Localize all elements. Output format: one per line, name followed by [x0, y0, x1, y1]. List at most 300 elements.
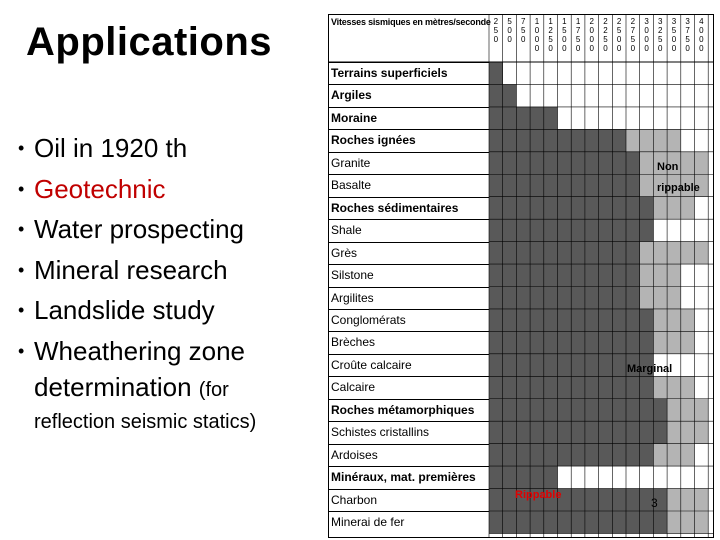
grid-cell: [558, 421, 572, 443]
grid-cell: [612, 152, 626, 174]
grid-cell: [544, 219, 558, 241]
row-label: Brèches: [331, 335, 376, 350]
grid-cell: [571, 129, 585, 151]
grid-cell: [544, 399, 558, 421]
row-label: Minerai de fer: [331, 515, 405, 529]
grid-cell: [681, 444, 695, 466]
grid-cell: [530, 466, 544, 488]
velocity-column-label: 7 5 0: [521, 17, 526, 44]
grid-cell: [558, 287, 572, 309]
grid-cell: [599, 219, 613, 241]
grid-cell: [516, 219, 530, 241]
grid-cell: [599, 444, 613, 466]
grid-cell: [626, 264, 640, 286]
grid-cell: [503, 152, 517, 174]
bullet-continuation-2: reflection seismic statics): [34, 411, 257, 433]
grid-cell: [571, 354, 585, 376]
grid-cell: [612, 399, 626, 421]
grid-cell: [530, 129, 544, 151]
grid-cell: [599, 376, 613, 398]
grid-cell: [585, 287, 599, 309]
grid-cell: [612, 444, 626, 466]
grid-cell: [667, 264, 681, 286]
grid-cell: [489, 421, 503, 443]
grid-cell: [599, 197, 613, 219]
bullet-dot-icon: •: [18, 340, 25, 361]
grid-cell: [653, 309, 667, 331]
grid-cell: [626, 489, 640, 511]
grid-cell: [516, 376, 530, 398]
row-label: Shale: [331, 223, 362, 238]
grid-cell: [516, 444, 530, 466]
grid-cell: [544, 129, 558, 151]
grid-cell: [544, 376, 558, 398]
grid-cell: [695, 511, 709, 533]
grid-cell: [653, 242, 667, 264]
grid-cell: [516, 511, 530, 533]
grid-cell: [503, 444, 517, 466]
grid-cell: [571, 421, 585, 443]
grid-cell: [558, 197, 572, 219]
grid-cell: [530, 511, 544, 533]
grid-cell: [585, 309, 599, 331]
grid-cell: [667, 129, 681, 151]
grid-cell: [530, 421, 544, 443]
grid-cell: [612, 511, 626, 533]
grid-cell: [544, 264, 558, 286]
grid-cell: [530, 444, 544, 466]
grid-cell: [695, 421, 709, 443]
grid-cell: [571, 399, 585, 421]
grid-cell: [489, 287, 503, 309]
bullet-text: Wheathering zone: [34, 335, 246, 366]
grid-cell: [653, 287, 667, 309]
grid-cell: [599, 399, 613, 421]
grid-cell: [612, 264, 626, 286]
grid-cell: [612, 242, 626, 264]
grid-cell: [585, 264, 599, 286]
legend-non-rippable-2: rippable: [657, 182, 700, 194]
grid-cell: [681, 421, 695, 443]
row-label: Argilites: [331, 290, 374, 305]
legend-non-rippable-1: Non: [657, 161, 679, 173]
grid-cell: [558, 219, 572, 241]
row-label: Calcaire: [331, 380, 376, 395]
grid-cell: [626, 242, 640, 264]
grid-cell: [695, 152, 709, 174]
grid-cell: [612, 309, 626, 331]
grid-cell: [530, 287, 544, 309]
bullet-text: Water prospecting: [34, 214, 245, 244]
grid-cell: [544, 309, 558, 331]
velocity-column-label: 2 5 0: [493, 17, 499, 44]
grid-cell: [640, 511, 654, 533]
legend-rippable: Rippable: [515, 489, 562, 501]
grid-cell: [530, 242, 544, 264]
grid-cell: [681, 376, 695, 398]
bullet-text: Oil in 1920 th: [34, 133, 188, 163]
grid-cell: [571, 376, 585, 398]
row-label: Conglomérats: [331, 312, 406, 327]
grid-cell: [530, 354, 544, 376]
grid-cell: [640, 264, 654, 286]
row-label: Roches ignées: [331, 133, 416, 148]
grid-cell: [585, 152, 599, 174]
grid-cell: [653, 421, 667, 443]
grid-cell: [599, 354, 613, 376]
grid-cell: [503, 264, 517, 286]
grid-cell: [599, 331, 613, 353]
grid-cell: [503, 421, 517, 443]
grid-cell: [626, 309, 640, 331]
table-header: Vitesses sismiques en mètres/seconde: [331, 17, 491, 27]
grid-cell: [585, 331, 599, 353]
grid-cell: [612, 219, 626, 241]
velocity-column-label: 2 7 5 0: [630, 17, 636, 53]
grid-cell: [667, 444, 681, 466]
grid-cell: [558, 242, 572, 264]
velocity-column-label: 2 5 0 0: [616, 17, 622, 53]
slide-title: Applications: [26, 20, 273, 64]
grid-cell: [585, 421, 599, 443]
grid-cell: [516, 107, 530, 129]
grid-cell: [516, 197, 530, 219]
bullet-item: [18, 209, 318, 250]
grid-cell: [695, 489, 709, 511]
grid-cell: [640, 174, 654, 196]
grid-cell: [503, 331, 517, 353]
grid-cell: [612, 489, 626, 511]
grid-cell: [640, 129, 654, 151]
grid-cell: [571, 287, 585, 309]
grid-cell: [489, 174, 503, 196]
grid-cell: [681, 489, 695, 511]
grid-cell: [585, 354, 599, 376]
grid-cell: [653, 511, 667, 533]
row-label: Basalte: [331, 178, 372, 193]
bullet-text: Landslide study: [34, 295, 215, 325]
grid-cell: [558, 264, 572, 286]
grid-cell: [503, 399, 517, 421]
grid-cell: [695, 242, 709, 264]
grid-cell: [681, 242, 695, 264]
grid-cell: [640, 309, 654, 331]
grid-cell: [626, 399, 640, 421]
row-label: Terrains superficiels: [331, 66, 448, 80]
row-label: Croûte calcaire: [331, 357, 412, 372]
grid-cell: [585, 197, 599, 219]
grid-cell: [626, 174, 640, 196]
grid-cell: [599, 152, 613, 174]
grid-cell: [667, 376, 681, 398]
grid-cell: [653, 129, 667, 151]
row-label: Ardoises: [331, 447, 378, 462]
grid-cell: [585, 376, 599, 398]
grid-cell: [681, 331, 695, 353]
grid-cell: [599, 287, 613, 309]
grid-cell: [667, 399, 681, 421]
grid-cell: [503, 309, 517, 331]
grid-cell: [516, 287, 530, 309]
velocity-column-label: 2 2 5 0: [603, 17, 608, 53]
grid-cell: [599, 129, 613, 151]
grid-cell: [544, 287, 558, 309]
velocity-column-label: 1 0 0 0: [534, 17, 540, 53]
grid-cell: [571, 264, 585, 286]
grid-cell: [544, 511, 558, 533]
grid-cell: [516, 354, 530, 376]
grid-cell: [503, 242, 517, 264]
row-label: Schistes cristallins: [331, 425, 430, 440]
grid-cell: [516, 466, 530, 488]
grid-cell: [571, 489, 585, 511]
grid-cell: [558, 152, 572, 174]
grid-cell: [544, 174, 558, 196]
bullet-item: [18, 331, 318, 439]
grid-cell: [516, 399, 530, 421]
row-label: Argiles: [331, 88, 372, 103]
grid-cell: [667, 287, 681, 309]
bullet-text: Geotechnic: [34, 173, 166, 204]
bullet-item: [18, 169, 318, 210]
grid-cell: [612, 174, 626, 196]
grid-cell: [571, 331, 585, 353]
rippability-grid: [329, 15, 713, 537]
grid-cell: [640, 331, 654, 353]
grid-cell: [571, 511, 585, 533]
row-label: Charbon: [331, 492, 378, 507]
grid-cell: [612, 129, 626, 151]
grid-cell: [489, 489, 503, 511]
grid-cell: [516, 331, 530, 353]
grid-cell: [599, 174, 613, 196]
bullet-dot-icon: •: [18, 300, 25, 320]
velocity-column-label: 3 0 0 0: [644, 17, 649, 53]
grid-cell: [667, 489, 681, 511]
velocity-column-label: 1 7 5 0: [575, 17, 581, 53]
bullet-dot-icon: •: [18, 259, 25, 280]
grid-cell: [489, 219, 503, 241]
grid-cell: [544, 354, 558, 376]
grid-cell: [558, 331, 572, 353]
grid-cell: [489, 354, 503, 376]
grid-cell: [626, 376, 640, 398]
grid-cell: [544, 421, 558, 443]
page-number: 3: [651, 496, 658, 510]
grid-cell: [530, 309, 544, 331]
grid-cell: [489, 376, 503, 398]
legend-marginal: Marginal: [627, 363, 673, 375]
row-label: Silstone: [331, 268, 374, 283]
grid-cell: [503, 466, 517, 488]
grid-cell: [503, 174, 517, 196]
grid-cell: [599, 511, 613, 533]
grid-cell: [530, 264, 544, 286]
bullet-cont-small: (for: [198, 379, 229, 401]
grid-cell: [516, 129, 530, 151]
grid-cell: [653, 331, 667, 353]
bullet-text: Mineral research: [34, 254, 228, 285]
grid-cell: [544, 242, 558, 264]
bullet-continuation: [34, 371, 318, 406]
grid-cell: [489, 511, 503, 533]
grid-cell: [489, 62, 503, 84]
grid-cell: [516, 152, 530, 174]
grid-cell: [640, 444, 654, 466]
velocity-column-label: 3 7 5 0: [685, 17, 690, 53]
grid-cell: [626, 331, 640, 353]
grid-cell: [571, 242, 585, 264]
grid-cell: [530, 197, 544, 219]
grid-cell: [612, 354, 626, 376]
grid-cell: [681, 511, 695, 533]
bullet-dot-icon: •: [18, 138, 25, 158]
grid-cell: [585, 399, 599, 421]
grid-cell: [530, 399, 544, 421]
grid-cell: [489, 152, 503, 174]
grid-cell: [599, 264, 613, 286]
grid-cell: [612, 287, 626, 309]
grid-cell: [640, 219, 654, 241]
grid-cell: [667, 331, 681, 353]
grid-cell: [516, 421, 530, 443]
grid-cell: [667, 309, 681, 331]
grid-cell: [653, 444, 667, 466]
grid-cell: [503, 129, 517, 151]
grid-cell: [530, 376, 544, 398]
grid-cell: [503, 84, 517, 106]
grid-cell: [640, 421, 654, 443]
grid-cell: [571, 444, 585, 466]
grid-cell: [585, 444, 599, 466]
grid-cell: [558, 174, 572, 196]
grid-cell: [571, 174, 585, 196]
row-label: Granite: [331, 155, 371, 170]
grid-cell: [489, 264, 503, 286]
bullet-dot-icon: •: [18, 178, 25, 199]
bullet-list: [18, 128, 318, 438]
row-label: Roches métamorphiques: [331, 402, 475, 417]
grid-cell: [489, 84, 503, 106]
grid-cell: [626, 444, 640, 466]
grid-cell: [626, 152, 640, 174]
grid-cell: [681, 152, 695, 174]
grid-cell: [571, 152, 585, 174]
bullet-item: [18, 250, 318, 291]
grid-cell: [544, 197, 558, 219]
grid-cell: [503, 107, 517, 129]
velocity-column-label: 1 5 0 0: [562, 17, 567, 53]
grid-cell: [489, 444, 503, 466]
velocity-column-label: 1 2 5 0: [548, 17, 553, 53]
grid-cell: [599, 421, 613, 443]
grid-cell: [653, 399, 667, 421]
grid-cell: [558, 399, 572, 421]
grid-cell: [626, 197, 640, 219]
velocity-column-label: 3 5 0 0: [671, 17, 677, 53]
grid-cell: [489, 242, 503, 264]
grid-cell: [695, 399, 709, 421]
grid-cell: [585, 511, 599, 533]
grid-cell: [489, 399, 503, 421]
row-label: Roches sédimentaires: [331, 200, 459, 215]
grid-cell: [585, 242, 599, 264]
grid-cell: [681, 399, 695, 421]
grid-cell: [516, 174, 530, 196]
grid-cell: [667, 242, 681, 264]
grid-cell: [503, 287, 517, 309]
grid-cell: [640, 242, 654, 264]
row-label: Minéraux, mat. premières: [331, 470, 476, 485]
bullet-cont-text: determination: [34, 372, 192, 402]
grid-cell: [612, 421, 626, 443]
grid-cell: [653, 376, 667, 398]
grid-cell: [516, 242, 530, 264]
grid-cell: [530, 152, 544, 174]
grid-cell: [667, 511, 681, 533]
grid-cell: [599, 309, 613, 331]
grid-cell: [558, 444, 572, 466]
grid-cell: [558, 376, 572, 398]
grid-cell: [558, 309, 572, 331]
grid-cell: [571, 219, 585, 241]
grid-cell: [530, 219, 544, 241]
grid-cell: [489, 129, 503, 151]
grid-cell: [544, 107, 558, 129]
grid-cell: [667, 197, 681, 219]
grid-cell: [626, 129, 640, 151]
grid-cell: [558, 354, 572, 376]
grid-cell: [558, 129, 572, 151]
grid-cell: [544, 152, 558, 174]
grid-cell: [612, 331, 626, 353]
grid-cell: [626, 511, 640, 533]
grid-cell: [585, 489, 599, 511]
grid-cell: [681, 197, 695, 219]
grid-cell: [503, 219, 517, 241]
bullet-item: [18, 290, 318, 331]
grid-cell: [489, 331, 503, 353]
grid-cell: [489, 107, 503, 129]
grid-cell: [599, 242, 613, 264]
bullet-dot-icon: •: [18, 219, 25, 239]
grid-cell: [503, 376, 517, 398]
grid-cell: [653, 264, 667, 286]
grid-cell: [640, 197, 654, 219]
grid-cell: [640, 376, 654, 398]
grid-cell: [667, 421, 681, 443]
grid-cell: [544, 466, 558, 488]
grid-cell: [558, 511, 572, 533]
grid-cell: [612, 197, 626, 219]
grid-cell: [626, 219, 640, 241]
grid-cell: [530, 174, 544, 196]
grid-cell: [640, 399, 654, 421]
rippability-table: [328, 14, 714, 538]
grid-cell: [612, 376, 626, 398]
grid-cell: [544, 444, 558, 466]
grid-cell: [653, 197, 667, 219]
grid-cell: [530, 331, 544, 353]
grid-cell: [626, 421, 640, 443]
grid-cell: [571, 197, 585, 219]
velocity-column-label: 3 2 5 0: [658, 17, 663, 53]
grid-cell: [503, 354, 517, 376]
grid-cell: [489, 466, 503, 488]
grid-cell: [530, 107, 544, 129]
grid-cell: [599, 489, 613, 511]
grid-cell: [585, 219, 599, 241]
